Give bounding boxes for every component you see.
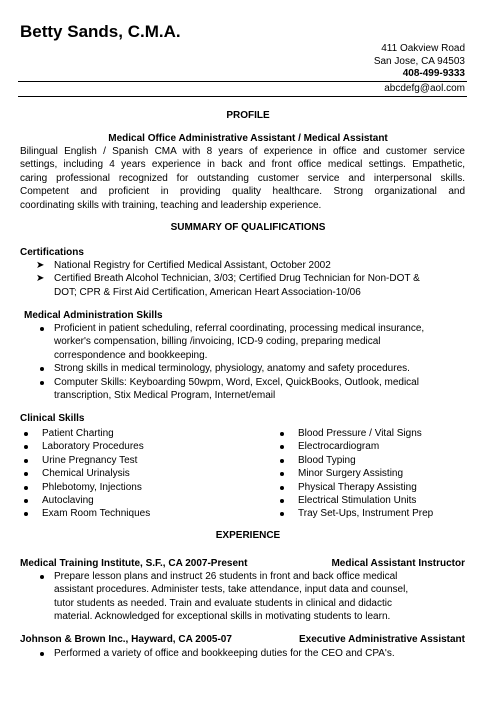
list-item: Autoclaving bbox=[20, 494, 250, 507]
header-divider-bottom bbox=[18, 96, 467, 97]
address-line-2: San Jose, CA 94503 bbox=[373, 56, 465, 67]
job-bullets bbox=[36, 647, 466, 660]
list-item: ➤ National Registry for Certified Medical Assistant, October 2002 bbox=[36, 260, 331, 271]
list-item: Patient Charting bbox=[20, 427, 250, 440]
arrow-bullet-icon: ➤ bbox=[36, 260, 45, 271]
job-employer: Johnson & Brown Inc., Hayward, CA 2005-07 bbox=[20, 634, 232, 645]
clinical-skills-title: Clinical Skills bbox=[20, 413, 85, 424]
candidate-name: Betty Sands, C.M.A. bbox=[20, 22, 181, 41]
admin-skills-list bbox=[36, 322, 466, 402]
profile-line: Competent and proficient in providing quality healthcare. Strong organizational and bbox=[20, 186, 465, 198]
list-item: Exam Room Techniques bbox=[20, 507, 250, 520]
list-item: Prepare lesson plans and instruct 26 students in front and back office medical assistant procedures. Administer tests, take attendance, input data and counsel, tutor students as needed. Train and evaluate students in clinical and didactic material. Acknowledged for exceptional skills in motivating students to learn. bbox=[36, 570, 466, 624]
job-header bbox=[20, 634, 465, 647]
email-address: abcdefg@aol.com bbox=[384, 83, 465, 94]
list-item: Electrocardiogram bbox=[276, 440, 476, 453]
bullet-dot-icon bbox=[24, 472, 28, 476]
profile-line: Bilingual English / Spanish CMA with 8 years of experience in office and customer service bbox=[20, 146, 465, 157]
profile-heading: PROFILE bbox=[226, 110, 270, 121]
job-title: Medical Assistant Instructor bbox=[331, 558, 465, 569]
bullet-dot-icon bbox=[280, 486, 284, 490]
list-item: Laboratory Procedures bbox=[20, 440, 250, 453]
list-item: ➤ Certified Breath Alcohol Technician, 3/03; Certified Drug Technician for Non-DOT & DOT; CPR & First Aid Certification, American Heart Association-10/06 bbox=[36, 273, 420, 298]
address-line-1: 411 Oakview Road bbox=[381, 43, 465, 54]
summary-heading: SUMMARY OF QUALIFICATIONS bbox=[170, 222, 326, 233]
clinical-skills-right bbox=[276, 427, 476, 521]
list-item: Electrical Stimulation Units bbox=[276, 494, 476, 507]
list-item: Phlebotomy, Injections bbox=[20, 481, 250, 494]
admin-skills-title: Medical Administration Skills bbox=[24, 310, 163, 321]
bullet-dot-icon bbox=[24, 459, 28, 463]
arrow-bullet-icon: ➤ bbox=[36, 273, 45, 285]
bullet-dot-icon bbox=[40, 652, 44, 656]
bullet-dot-icon bbox=[24, 432, 28, 436]
list-item: Physical Therapy Assisting bbox=[276, 481, 476, 494]
clinical-skills-left bbox=[20, 427, 250, 521]
bullet-dot-icon bbox=[24, 499, 28, 503]
list-item: Blood Pressure / Vital Signs bbox=[276, 427, 476, 440]
bullet-dot-icon bbox=[40, 381, 44, 385]
bullet-dot-icon bbox=[280, 512, 284, 516]
list-item: Tray Set-Ups, Instrument Prep bbox=[276, 507, 476, 520]
certifications-title: Certifications bbox=[20, 247, 84, 258]
profile-line: coordinating skills with training, teaching and leadership experience. bbox=[20, 199, 322, 211]
bullet-dot-icon bbox=[280, 432, 284, 436]
list-item: Chemical Urinalysis bbox=[20, 467, 250, 480]
profile-line: settings, including 4 years experience in back and front office medical settings. Empathetic, bbox=[20, 159, 465, 171]
phone-number: 408-499-9333 bbox=[402, 68, 465, 79]
job-bullets bbox=[36, 570, 466, 624]
bullet-dot-icon bbox=[24, 486, 28, 490]
list-item: Computer Skills: Keyboarding 50wpm, Word, Excel, QuickBooks, Outlook, medical transcription, Stix Medical Program, Internet/email bbox=[36, 376, 466, 403]
experience-heading: EXPERIENCE bbox=[215, 530, 281, 541]
header-divider bbox=[18, 81, 467, 82]
list-item: Performed a variety of office and bookkeeping duties for the CEO and CPA's. bbox=[36, 647, 466, 660]
job-employer: Medical Training Institute, S.F., CA 2007-Present bbox=[20, 558, 248, 569]
list-item: Blood Typing bbox=[276, 454, 476, 467]
job-title: Executive Administrative Assistant bbox=[299, 634, 465, 645]
list-item: Strong skills in medical terminology, physiology, anatomy and safety procedures. bbox=[36, 362, 466, 375]
bullet-dot-icon bbox=[280, 445, 284, 449]
bullet-dot-icon bbox=[24, 512, 28, 516]
certifications-list bbox=[36, 259, 466, 299]
bullet-dot-icon bbox=[24, 445, 28, 449]
list-item: Minor Surgery Assisting bbox=[276, 467, 476, 480]
bullet-dot-icon bbox=[40, 327, 44, 331]
list-item: Proficient in patient scheduling, referral coordinating, processing medical insurance, worker's compensation, billing /invoicing, ICD-9 coding, preparing medical correspondence and bookkeeping. bbox=[36, 322, 466, 362]
list-item: Urine Pregnancy Test bbox=[20, 454, 250, 467]
profile-paragraph bbox=[20, 145, 465, 212]
bullet-dot-icon bbox=[40, 367, 44, 371]
bullet-dot-icon bbox=[280, 472, 284, 476]
profile-line: caring professional recognized for outstanding customer service and interpersonal skills. bbox=[20, 172, 465, 184]
profile-subtitle: Medical Office Administrative Assistant / Medical Assistant bbox=[108, 133, 388, 144]
bullet-dot-icon bbox=[280, 499, 284, 503]
bullet-dot-icon bbox=[40, 575, 44, 579]
bullet-dot-icon bbox=[280, 459, 284, 463]
